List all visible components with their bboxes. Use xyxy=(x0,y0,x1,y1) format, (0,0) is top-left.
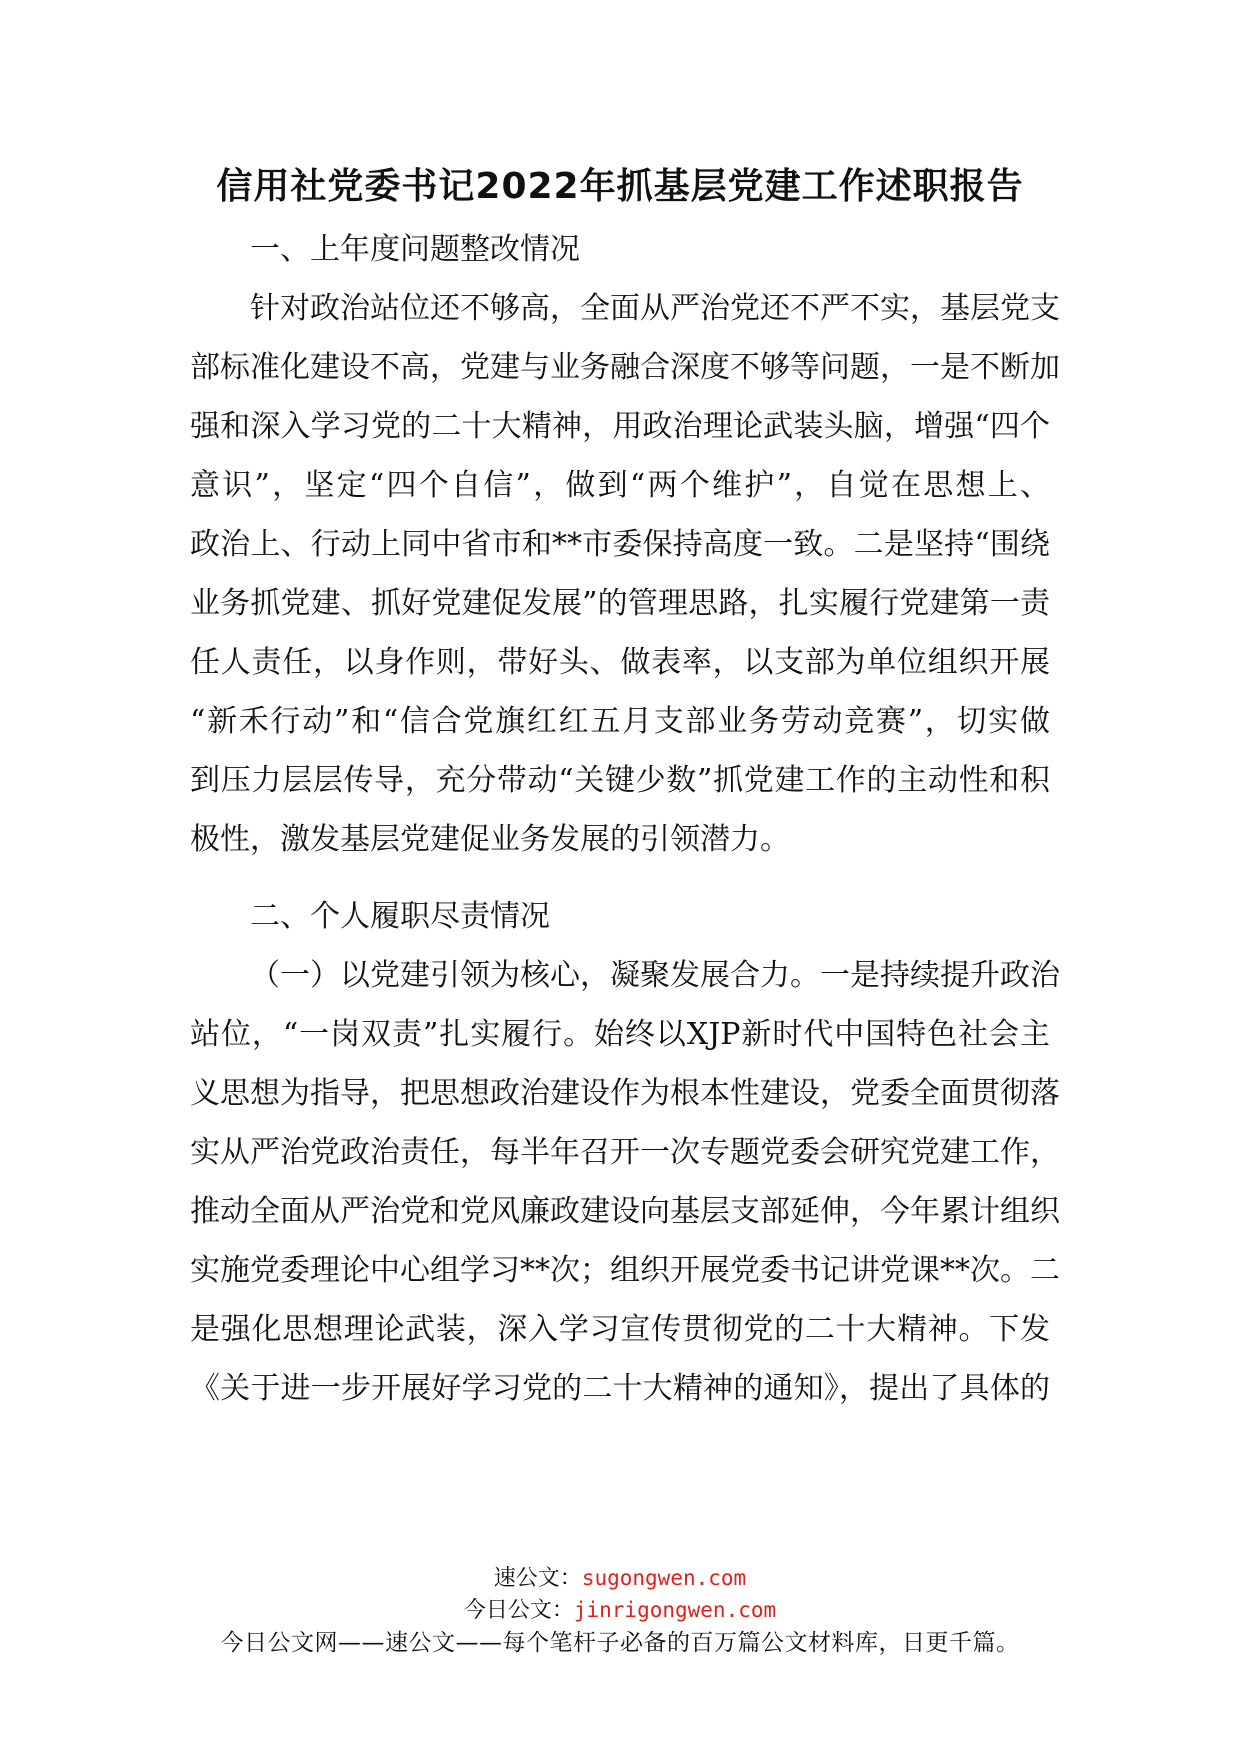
paragraph-line: 强和深入学习党的二十大精神，用政治理论武装头脑，增强“四个 xyxy=(190,409,1050,444)
footer-site-2 xyxy=(0,1594,1240,1626)
paragraph-line: “新禾行动”和“信合党旗红红五月支部业务劳动竞赛”，切实做 xyxy=(190,704,1050,739)
document-title: 信用社党委书记2022年抓基层党建工作述职报告 xyxy=(216,166,1024,207)
paragraph-line: 业务抓党建、抓好党建促发展”的管理思路，扎实履行党建第一责 xyxy=(190,586,1050,621)
footer-site-2-link[interactable]: jinrigongwen.com xyxy=(573,1598,777,1622)
paragraph-line: 义思想为指导，把思想政治建设作为根本性建设，党委全面贯彻落 xyxy=(190,1076,1060,1111)
paragraph-line: 针对政治站位还不够高，全面从严治党还不严不实，基层党支 xyxy=(250,291,1060,326)
footer-site-1 xyxy=(0,1562,1240,1594)
paragraph-line: 部标准化建设不高，党建与业务融合深度不够等问题，一是不断加 xyxy=(190,350,1060,385)
section-1-paragraph xyxy=(190,279,1060,869)
paragraph-line: 站位，“一岗双责”扎实履行。始终以XJP新时代中国特色社会主 xyxy=(190,1017,1050,1052)
section-heading-2: 二、个人履职尽责情况 xyxy=(250,899,550,934)
paragraph-line: 推动全面从严治党和党风廉政建设向基层支部延伸，今年累计组织 xyxy=(190,1194,1060,1229)
paragraph-line: 意识”，坚定“四个自信”，做到“两个维护”，自觉在思想上、 xyxy=(190,468,1050,503)
document-body xyxy=(190,220,1060,1418)
paragraph-line: 实从严治党政治责任，每半年召开一次专题党委会研究党建工作， xyxy=(190,1135,1060,1170)
footer-site-1-label: 速公文： xyxy=(493,1566,582,1591)
footer-slogan: 今日公文网——速公文——每个笔杆子必备的百万篇公文材料库，日更千篇。 xyxy=(220,1630,1020,1656)
section-heading-1: 一、上年度问题整改情况 xyxy=(250,232,580,267)
paragraph-line: 任人责任，以身作则，带好头、做表率，以支部为单位组织开展 xyxy=(190,645,1050,680)
footer-site-1-link[interactable]: sugongwen.com xyxy=(581,1566,747,1590)
paragraph-line: 极性，激发基层党建促业务发展的引领潜力。 xyxy=(190,822,790,857)
paragraph-line: 是强化思想理论武装，深入学习宣传贯彻党的二十大精神。下发 xyxy=(190,1312,1050,1347)
page-footer xyxy=(0,1562,1240,1660)
section-2-paragraph xyxy=(190,946,1060,1418)
paragraph-line: 《关于进一步开展好学习党的二十大精神的通知》，提出了具体的 xyxy=(190,1371,1050,1406)
paragraph-line: 到压力层层传导，充分带动“关键少数”抓党建工作的主动性和积 xyxy=(190,763,1050,798)
paragraph-line: （一）以党建引领为核心，凝聚发展合力。一是持续提升政治 xyxy=(250,958,1060,993)
paragraph-line: 政治上、行动上同中省市和**市委保持高度一致。二是坚持“围绕 xyxy=(190,527,1050,562)
footer-site-2-label: 今日公文： xyxy=(463,1598,574,1623)
paragraph-line: 实施党委理论中心组学习**次；组织开展党委书记讲党课**次。二 xyxy=(190,1253,1060,1288)
